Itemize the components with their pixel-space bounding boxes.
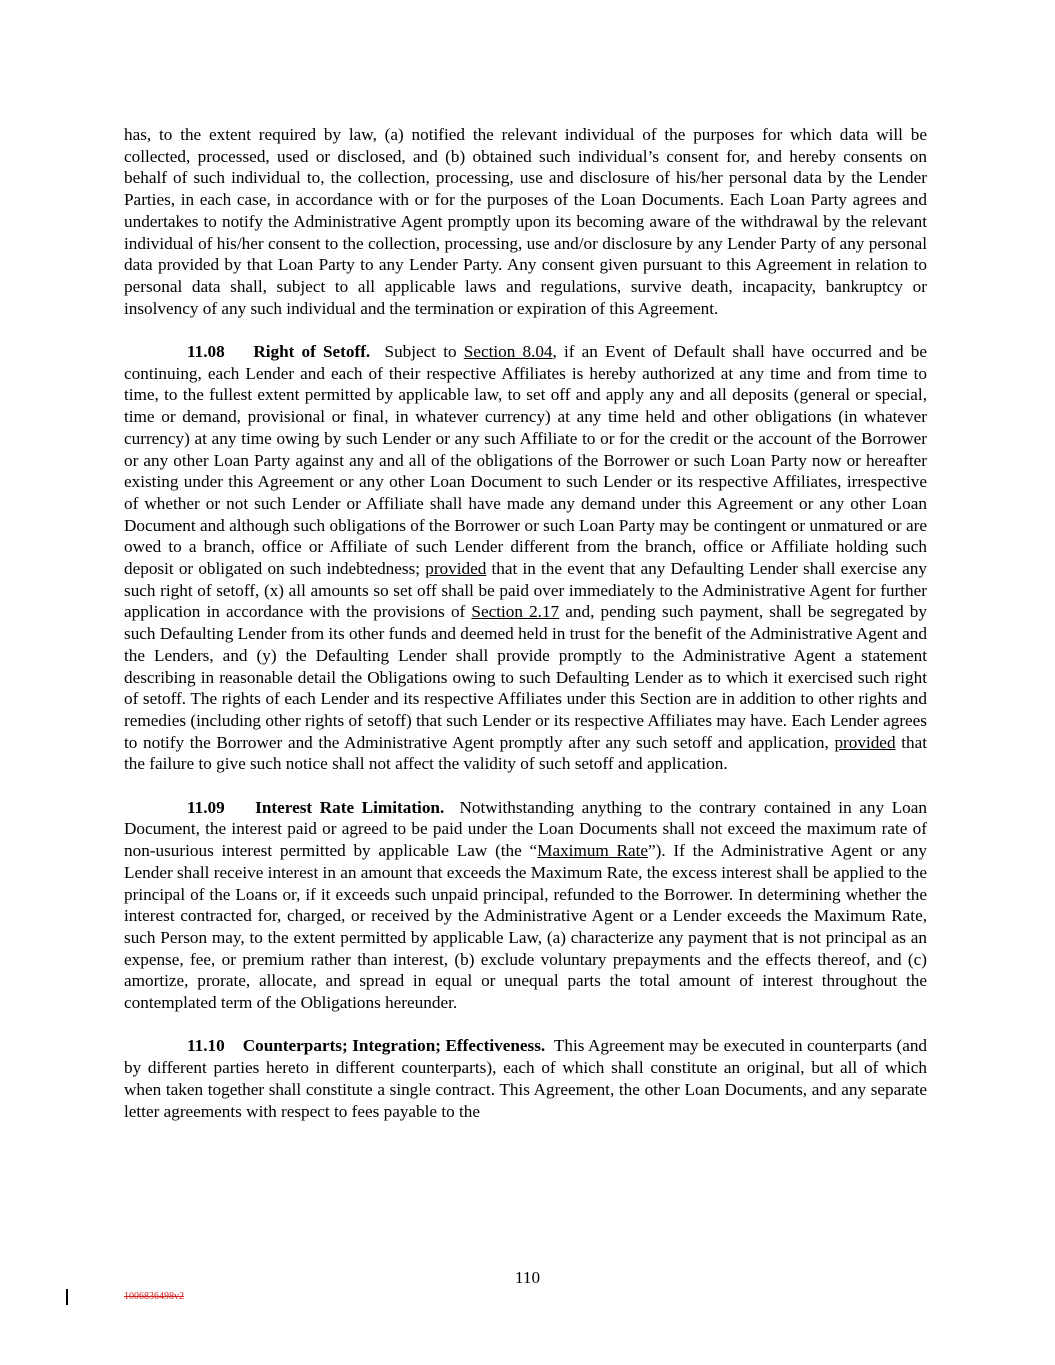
document-body — [124, 124, 927, 1144]
section-text: , if an Event of Default shall have occurred and be continuing, each Lender and each of their respective Affiliates is hereby authorized at any time and from time to time, to the fullest extent permitted by applicable law, to set off and apply any and all deposits (general or special, time or demand, provisional or final, in whatever currency) at any time held and other obligations (in whatever currency) at any time owing by such Lender or any such Affiliate to or for the credit or the account of the Borrower or any other Loan Party against any and all of the obligations of the Borrower or such Loan Party now or hereafter existing under this Agreement or any other Loan Document to such Lender or its respective Affiliates, irrespective of whether or not such Lender or Affiliate shall have made any demand under this Agreement or any other Loan Document and although such obligations of the Borrower or such Loan Party may be contingent or unmatured or are owed to a branch, office or Affiliate of such Lender different from the branch, office or Affiliate holding such deposit or obligated on such indebtedness; — [124, 342, 927, 579]
defined-term: Maximum Rate — [537, 841, 649, 861]
section-title: Right of Setoff. — [253, 342, 371, 362]
section-title: Interest Rate Limitation. — [255, 797, 445, 817]
section-reference: Section 2.17 — [471, 602, 560, 622]
section-title: Counterparts; Integration; Effectiveness. — [242, 1036, 546, 1056]
section-text: Notwithstanding anything to the contrary contained in any Loan Document, the interest paid or agreed to be paid under the Loan Documents shall not exceed the maximum rate of non-usurious interest permitted by applicable Law (the “ — [124, 797, 928, 861]
provided-term: provided — [834, 732, 896, 752]
section-text: and, pending such payment, shall be segregated by such Defaulting Lender from its other funds and deemed held in trust for the benefit of the Administrative Agent and the Lenders, and (y) the Defaulting Lender shall provide promptly to the Administrative Agent a statement describing in reasonable detail the Obligations owing to such Defaulting Lender as to which it exercised such right of setoff. The rights of each Lender and its respective Affiliates under this Section are in addition to other rights and remedies (including other rights of setoff) that such Lender or its respective Affiliates may have. Each Lender agrees to notify the Borrower and the Administrative Agent promptly after any such setoff and application, — [124, 602, 927, 752]
section-11-08 — [124, 341, 927, 775]
section-text: that in the event that any Defaulting Lender shall exercise any such right of setoff, (x) all amounts so set off shall be paid over immediately to the Administrative Agent for further application in accordance with the provisions of — [124, 559, 927, 622]
section-text: that the failure to give such notice shall not affect the validity of such setoff and application. — [124, 732, 927, 774]
paragraph-data-consent — [124, 124, 927, 319]
paragraph-text: has, to the extent required by law, (a) notified the relevant individual of the purposes for which data will be collected, processed, used or disclosed, and (b) obtained such individual’s consent for, and hereby consents on behalf of such individual to, the collection, processing, use and disclosure of his/her personal data by the Lender Parties, in each case, in accordance with or for the purposes of the Loan Documents. Each Loan Party agrees and undertakes to notify the Administrative Agent promptly upon its becoming aware of the withdrawal by the relevant individual of his/her consent to the collection, processing, use and/or disclosure by any Lender Party of any personal data provided by that Loan Party to any Lender Party. Any consent given pursuant to this Agreement in relation to personal data shall, subject to all applicable laws and regulations, survive death, incapacity, bankruptcy or insolvency of any such individual and the termination or expiration of this Agreement. — [124, 125, 927, 318]
document-id: 1006836498v2 — [124, 1291, 184, 1302]
section-number: 11.10 — [187, 1036, 225, 1056]
section-11-10 — [124, 1035, 927, 1122]
change-bar — [66, 1289, 68, 1305]
section-number: 11.08 — [187, 342, 225, 362]
section-11-09 — [124, 797, 927, 1014]
section-text: ”). If the Administrative Agent or any Lender shall receive interest in an amount that exceeds the Maximum Rate, the excess interest shall be applied to the principal of the Loans or, if it exceeds such unpaid principal, refunded to the Borrower. In determining whether the interest contracted for, charged, or received by the Administrative Agent or a Lender exceeds the Maximum Rate, such Person may, to the extent permitted by applicable Law, (a) characterize any payment that is not principal as an expense, fee, or premium rather than interest, (b) exclude voluntary prepayments and the effects thereof, and (c) amortize, prorate, allocate, and spread in equal or unequal parts the total amount of interest throughout the contemplated term of the Obligations hereunder. — [124, 841, 927, 1013]
section-text: Subject to — [384, 342, 464, 362]
provided-term: provided — [425, 559, 487, 579]
section-reference: Section 8.04 — [463, 342, 553, 362]
page-number: 110 — [514, 1268, 541, 1287]
section-text: This Agreement may be executed in counterparts (and by different parties hereto in different counterparts), each of which shall constitute an original, but all of which when taken together shall constitute a single contract. This Agreement, the other Loan Documents, and any separate letter agreements with respect to fees payable to the — [124, 1036, 928, 1121]
section-number: 11.09 — [187, 797, 225, 817]
